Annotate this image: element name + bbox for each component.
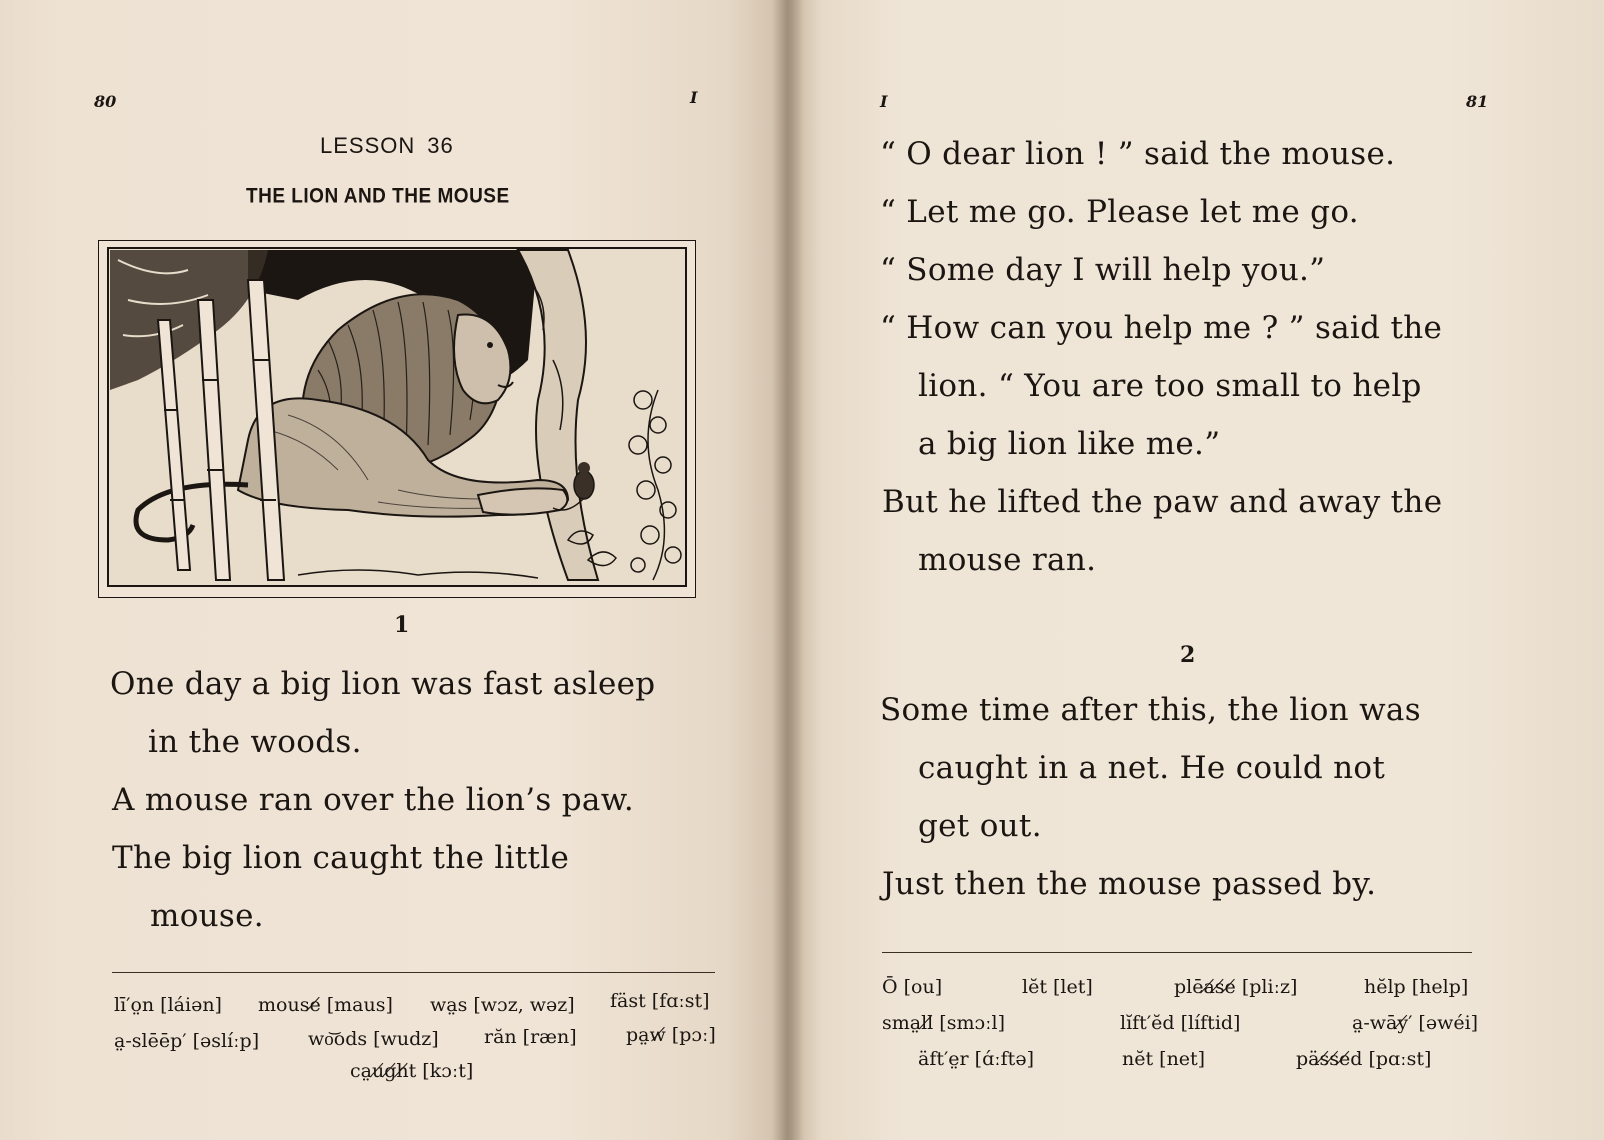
vocab-entry: plēa̸s̸e̸ [pliːz] [1174,976,1298,998]
lesson-label: LESSON [320,133,416,158]
vocab-entry: lĭft′ĕd [líftid] [1120,1012,1241,1034]
section-number-1: 1 [394,612,410,638]
story-line: “ Some day I will help you.” [880,252,1326,288]
story-line: “ Let me go. Please let me go. [880,194,1359,230]
story-line: mouse ran. [918,542,1097,578]
story-line: But he lifted the paw and away the [882,484,1443,520]
vocab-entry: wo͝ods [wudz] [308,1028,439,1050]
story-line: get out. [918,808,1042,844]
left-page-number: 80 [94,92,117,111]
vocab-entry: wa̤s [wɔz, wəz] [430,994,575,1016]
story-line: caught in a net. He could not [918,750,1386,786]
vocabulary-divider [882,952,1472,953]
vocab-entry: mouse̸ [maus] [258,994,393,1016]
vocab-entry: äft′e̤r [ɑ́ːftə] [918,1048,1034,1070]
lesson-heading [320,133,454,159]
vocab-entry: răn [ræn] [484,1026,577,1048]
lion-and-mouse-illustration [98,240,696,598]
lesson-number: 36 [427,133,454,158]
story-line: The big lion caught the little [112,840,570,876]
story-line: in the woods. [148,724,362,760]
story-line: Just then the mouse passed by. [882,866,1377,902]
story-title: THE LION AND THE MOUSE [246,184,510,208]
vocab-entry: sma̤ll̸ [smɔːl] [882,1012,1005,1034]
vocab-entry: nĕt [net] [1122,1048,1206,1070]
vocab-entry: a̤-slēēp′ [əslíːp] [114,1030,260,1052]
right-page-number: 81 [1466,92,1489,111]
vocab-entry: lī′o̤n [láiən] [114,994,222,1016]
right-page [790,0,1604,1140]
vocab-entry: fäst [fɑːst] [610,990,710,1012]
story-line: “ O dear lion ! ” said the mouse. [880,136,1396,172]
story-line: “ How can you help me ? ” said the [880,310,1443,346]
vocab-entry: Ō [ou] [882,976,943,998]
story-line: Some time after this, the lion was [880,692,1421,728]
story-line: A mouse ran over the lion’s paw. [112,782,635,818]
vocab-entry: a̤-wāy̸′ [əwéi] [1352,1012,1479,1034]
vocab-entry: ca̤u̸g̸h̸t [kɔːt] [350,1060,474,1082]
vocabulary-divider [112,972,715,973]
vocab-entry: lĕt [let] [1022,976,1093,998]
story-line: a big lion like me.” [918,426,1221,462]
left-signature-mark: I [690,88,698,107]
story-line: lion. “ You are too small to help [918,368,1422,404]
left-page [0,0,791,1140]
story-line: One day a big lion was fast asleep [110,666,656,702]
section-number-2: 2 [1180,642,1196,668]
right-signature-mark: I [880,92,888,111]
story-line: mouse. [150,898,264,934]
vocab-entry: päs̸s̸e̸d [pɑːst] [1296,1048,1432,1070]
vocab-entry: hĕlp [help] [1364,976,1469,998]
vocab-entry: pa̤w̸ [pɔː] [626,1024,716,1046]
